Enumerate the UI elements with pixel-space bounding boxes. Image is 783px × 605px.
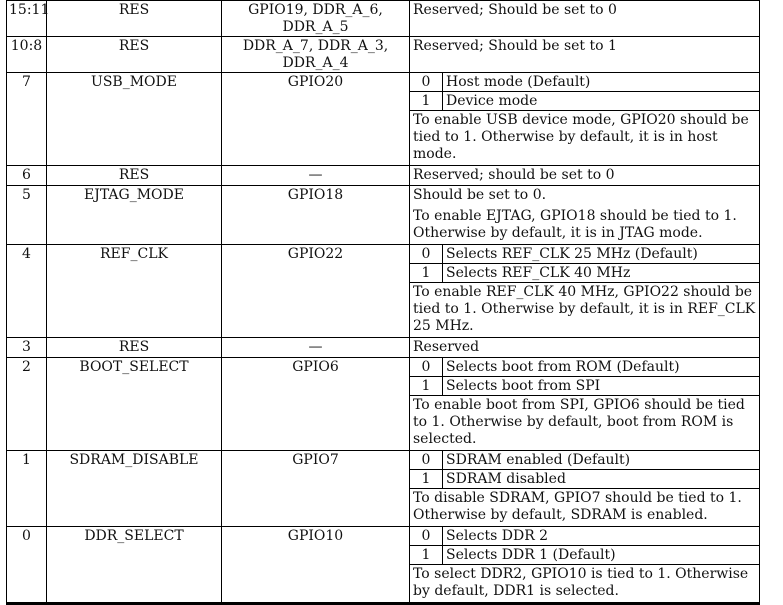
pin-cell: GPIO18: [222, 186, 410, 245]
option-value: 0: [410, 73, 443, 91]
pin-cell: —: [222, 338, 410, 358]
description-note: To enable REF_CLK 40 MHz, GPIO22 should be tied to 1. Otherwise by default, it is in REF_CLK 25 MHz.: [413, 284, 756, 334]
option-label: Device mode: [446, 93, 538, 109]
option-label: Selects boot from ROM (Default): [446, 359, 680, 375]
option-value: 0: [410, 358, 443, 376]
description-cell: [410, 37, 760, 73]
pin-cell: GPIO10: [222, 527, 410, 604]
table-row: [7, 245, 760, 338]
name-cell: RES: [47, 37, 222, 73]
name-cell: REF_CLK: [47, 245, 222, 338]
option-value: 1: [410, 264, 443, 282]
bits-cell: 3: [7, 338, 47, 358]
description-text: Should be set to 0.: [413, 187, 547, 203]
bits-cell: 15:11: [7, 1, 47, 37]
option-row: [410, 264, 759, 283]
description-note: To select DDR2, GPIO10 is tied to 1. Otherwise by default, DDR1 is selected.: [413, 566, 749, 599]
table-row: [7, 186, 760, 245]
description-note: To enable boot from SPI, GPIO6 should be tied to 1. Otherwise by default, boot from ROM is selected.: [413, 397, 745, 447]
option-row: [410, 92, 759, 111]
option-label: Selects DDR 1 (Default): [446, 547, 616, 563]
name-cell: SDRAM_DISABLE: [47, 451, 222, 527]
option-row: [410, 546, 759, 565]
option-value: 1: [410, 92, 443, 110]
bootstrap-register-table: [6, 0, 760, 605]
option-label: SDRAM disabled: [446, 471, 566, 487]
description-cell: [410, 1, 760, 37]
table-row: [7, 358, 760, 451]
name-cell: USB_MODE: [47, 73, 222, 166]
option-row: [410, 245, 759, 264]
name-cell: DDR_SELECT: [47, 527, 222, 604]
option-value: 1: [410, 546, 443, 564]
description-text: Reserved; Should be set to 0: [413, 2, 617, 18]
bits-cell: 6: [7, 166, 47, 186]
option-row: [410, 73, 759, 92]
pin-cell: GPIO6: [222, 358, 410, 451]
description-text: Reserved: [413, 339, 480, 355]
option-value: 0: [410, 527, 443, 545]
description-cell: [410, 358, 760, 451]
bits-cell: 4: [7, 245, 47, 338]
option-value: 1: [410, 470, 443, 488]
option-value: 0: [410, 245, 443, 263]
pin-cell: GPIO22: [222, 245, 410, 338]
description-cell: [410, 166, 760, 186]
description-cell: [410, 245, 760, 338]
description-cell: [410, 338, 760, 358]
name-cell: RES: [47, 338, 222, 358]
description-text: Reserved; should be set to 0: [413, 167, 615, 183]
option-label: Selects REF_CLK 25 MHz (Default): [446, 246, 698, 262]
table-row: [7, 338, 760, 358]
name-cell: EJTAG_MODE: [47, 186, 222, 245]
table-row: [7, 166, 760, 186]
option-label: Selects DDR 2: [446, 528, 549, 544]
option-label: Selects boot from SPI: [446, 378, 601, 394]
name-cell: BOOT_SELECT: [47, 358, 222, 451]
option-label: SDRAM enabled (Default): [446, 452, 631, 468]
bits-cell: 7: [7, 73, 47, 166]
option-row: [410, 377, 759, 396]
description-note: To enable USB device mode, GPIO20 should be tied to 1. Otherwise by default, it is in host mode.: [413, 112, 749, 162]
bits-cell: 10:8: [7, 37, 47, 73]
bits-cell: 5: [7, 186, 47, 245]
pin-cell: GPIO7: [222, 451, 410, 527]
option-row: [410, 527, 759, 546]
option-row: [410, 358, 759, 377]
name-cell: RES: [47, 1, 222, 37]
option-value: 0: [410, 451, 443, 469]
table-row: [7, 37, 760, 73]
pin-cell: —: [222, 166, 410, 186]
bits-cell: 2: [7, 358, 47, 451]
description-note: To enable EJTAG, GPIO18 should be tied to 1. Otherwise by default, it is in JTAG mode.: [413, 208, 737, 241]
pin-cell: DDR_A_7, DDR_A_3, DDR_A_4: [222, 37, 410, 73]
document-page: [6, 0, 759, 605]
description-note: To disable SDRAM, GPIO7 should be tied to 1. Otherwise by default, SDRAM is enabled.: [413, 490, 742, 523]
option-value: 1: [410, 377, 443, 395]
option-row: [410, 470, 759, 489]
table-row: [7, 1, 760, 37]
pin-cell: GPIO19, DDR_A_6, DDR_A_5: [222, 1, 410, 37]
name-cell: RES: [47, 166, 222, 186]
description-cell: [410, 186, 760, 245]
description-text: Reserved; Should be set to 1: [413, 38, 617, 54]
pin-cell: GPIO20: [222, 73, 410, 166]
table-row: [7, 73, 760, 166]
table-row: [7, 451, 760, 527]
option-row: [410, 451, 759, 470]
option-label: Host mode (Default): [446, 74, 591, 90]
description-cell: [410, 451, 760, 527]
bits-cell: 0: [7, 527, 47, 604]
option-label: Selects REF_CLK 40 MHz: [446, 265, 631, 281]
description-cell: [410, 73, 760, 166]
bits-cell: 1: [7, 451, 47, 527]
